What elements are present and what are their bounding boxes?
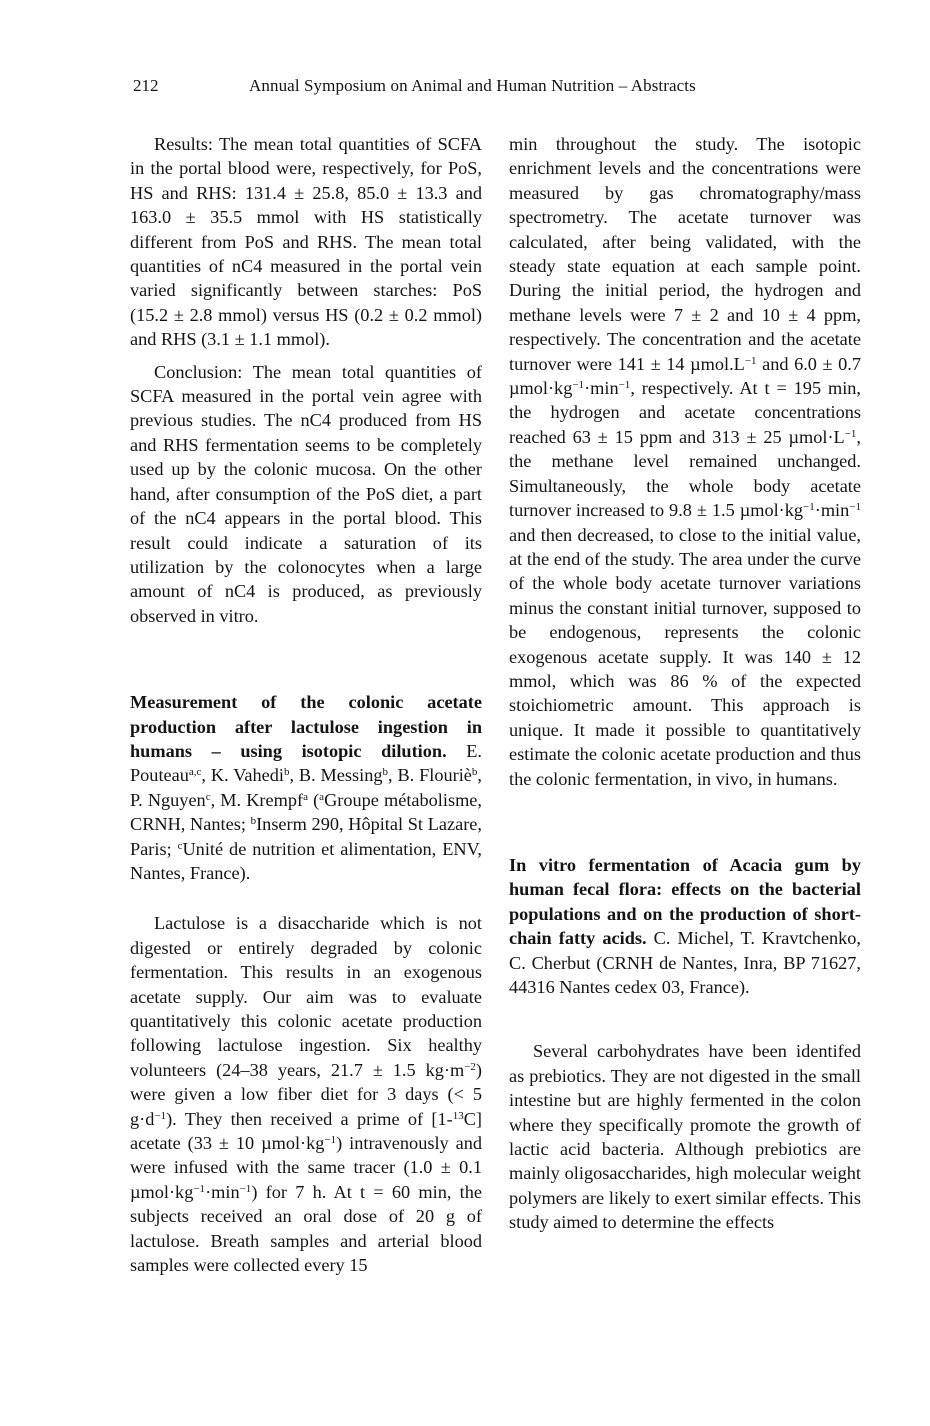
affiliation-text: Inserm 290, Hôpital St Lazare, Paris;: [130, 814, 482, 859]
affil-sup: a: [303, 790, 308, 803]
unit-sup: −2: [464, 1060, 476, 1073]
unit-sup: −1: [618, 379, 631, 392]
body-text: and 6.0 ± 0.7 µmol·kg: [509, 353, 861, 399]
right-column: [509, 132, 861, 1235]
abstract-acacia-body: Several carbohydrates have been identifed as prebiotics. They are not digested in the small intestine but are highly fermented in the colon where they specifically promote the growth of lactic acid bacteria. Although prebiotics are mainly oligosaccharides, high molecular weight polymers are likely to exert similar effects. This study aimed to determine the effects: [509, 1041, 861, 1233]
unit-sup: −1: [154, 1109, 167, 1122]
affil-sup: b: [471, 766, 478, 779]
left-column: [130, 132, 482, 1277]
affiliation-text: Unité de nutrition et alimentation, ENV, Nantes, France).: [130, 838, 482, 883]
unit-sup: −1: [572, 379, 585, 392]
isotope-sup: 13: [452, 1109, 464, 1122]
body-text: ) for 7 h. At t = 60 min, the subjects received an oral dose of 20 g of lactulose. Breath samples and arterial blood samples were collected every 15: [130, 1181, 482, 1276]
abstract-acacia-title: In vitro fermentation of Acacia gum by human fecal flora: effects on the bacterial populations and on the production of short-chain fatty acids.: [509, 854, 861, 949]
unit-sup: −1: [844, 427, 857, 440]
body-text: and then decreased, to close to the initial value, at the end of the study. The area under the curve of the whole body acetate turnover variations minus the constant initial turnover, supposed to be endogenous, represents the colonic exogenous acetate supply. It was 140 ± 12 mmol, which was 86 % of the expected stoichiometric amount. This approach is unique. It made it possible to quantitatively estimate the colonic acetate production and thus the colonic fermentation, in vivo, in humans.: [509, 524, 861, 789]
page-number: 212: [133, 76, 159, 95]
author-text: , B. Flouriè: [388, 765, 472, 786]
running-title: Annual Symposium on Animal and Human Nutrition – Abstracts: [249, 76, 696, 95]
body-text: ·min: [814, 500, 850, 521]
abstract-lactulose-title: Measurement of the colonic acetate production after lactulose ingestion in humans – using isotopic dilution.: [130, 692, 482, 761]
author-text: , M. Krempf: [210, 789, 304, 810]
affil-sup: b: [382, 766, 389, 779]
results-paragraph: Results: The mean total quantities of SCFA in the portal blood were, respectively, for PoS, HS and RHS: 131.4 ± 25.8, 85.0 ± 13.3 and 163.0 ± 35.5 mmol with HS statistically different from PoS and RHS. The mean total quantities of nC4 measured in the portal vein varied significantly between starches: PoS (15.2 ± 2.8 mmol) versus HS (0.2 ± 0.2 mmol) and RHS (3.1 ± 1.1 mmol).: [130, 134, 482, 350]
body-text: Lactulose is a disaccharide which is not digested or entirely degraded by colonic fermentation. This results in an exogenous acetate supply. Our aim was to evaluate quantitatively this colonic acetate production following lactulose ingestion. Six healthy volunteers (24–38 years, 21.7 ± 1.5 kg·m: [130, 913, 482, 1080]
body-text: ) were given a low fiber diet for 3 days (< 5 g·d: [130, 1059, 482, 1129]
affil-sup: c: [177, 839, 183, 852]
unit-sup: −1: [803, 501, 815, 514]
author-text: , P. Nguyen: [130, 765, 482, 810]
author-text: E. Pouteau: [130, 740, 482, 786]
body-text: , the methane level remained unchanged. Simultaneously, the whole body acetate turnover increased to 9.8 ± 1.5 µmol·kg: [509, 426, 861, 521]
body-text: , respectively. At t = 195 min, the hydrogen and acetate concentrations reached 63 ± 15 ppm and 313 ± 25 µmol·L: [509, 378, 861, 447]
abstract-lactulose-continued: [509, 132, 861, 791]
affil-sup: a,c: [188, 766, 202, 779]
unit-sup: −1: [193, 1182, 206, 1195]
abstract-lactulose-heading: [130, 690, 482, 885]
unit-sup: −1: [849, 501, 861, 514]
affil-sup: b: [250, 815, 257, 828]
affil-sup: b: [283, 766, 290, 779]
affil-sup: a: [319, 790, 325, 803]
conclusion-paragraph: Conclusion: The mean total quantities of SCFA measured in the portal vein agree with previous studies. The nC4 produced from HS and RHS fermentation seems to be completely used up by the colonic mucosa. On the other hand, after consumption of the PoS diet, a part of the nC4 appears in the portal blood. This result could indicate a saturation of its utilization by the colonocytes when a large amount of nC4 is produced, as previously observed in vitro.: [130, 361, 482, 626]
unit-sup: −1: [744, 354, 757, 367]
abstract-lactulose-body: [130, 911, 482, 1277]
abstract-acacia-heading: [509, 853, 861, 999]
body-text: ). They then received a prime of [1-: [166, 1108, 453, 1129]
affil-sup: c: [205, 790, 211, 803]
unit-sup: −1: [324, 1134, 337, 1147]
body-text: min throughout the study. The isotopic enrichment levels and the concentrations were measured by gas chromatography/mass spectrometry. The acetate turnover was calculated, after being validated, with the steady state equation at each sample point. During the initial period, the hydrogen and methane levels were 7 ± 2 and 10 ± 4 ppm, respectively. The concentration and the acetate turnover were 141 ± 14 µmol.L: [509, 134, 861, 374]
author-text: (: [307, 789, 320, 810]
body-text: C] acetate (33 ± 10 µmol·kg: [130, 1108, 482, 1154]
body-text: ·min: [205, 1181, 240, 1202]
unit-sup: −1: [239, 1182, 252, 1195]
body-text: ·min: [584, 378, 619, 399]
author-text: , K. Vahedi: [201, 765, 284, 786]
author-text: , B. Messing: [289, 765, 383, 786]
author-text: C. Michel, T. Kravtchenko, C. Cherbut (CRNH de Nantes, Inra, BP 71627, 44316 Nantes cedex 03, France).: [509, 928, 861, 997]
body-text: ) intravenously and were infused with the same tracer (1.0 ± 0.1 µmol·kg: [130, 1133, 482, 1202]
affiliation-text: Groupe métabolisme, CRNH, Nantes;: [130, 789, 482, 835]
